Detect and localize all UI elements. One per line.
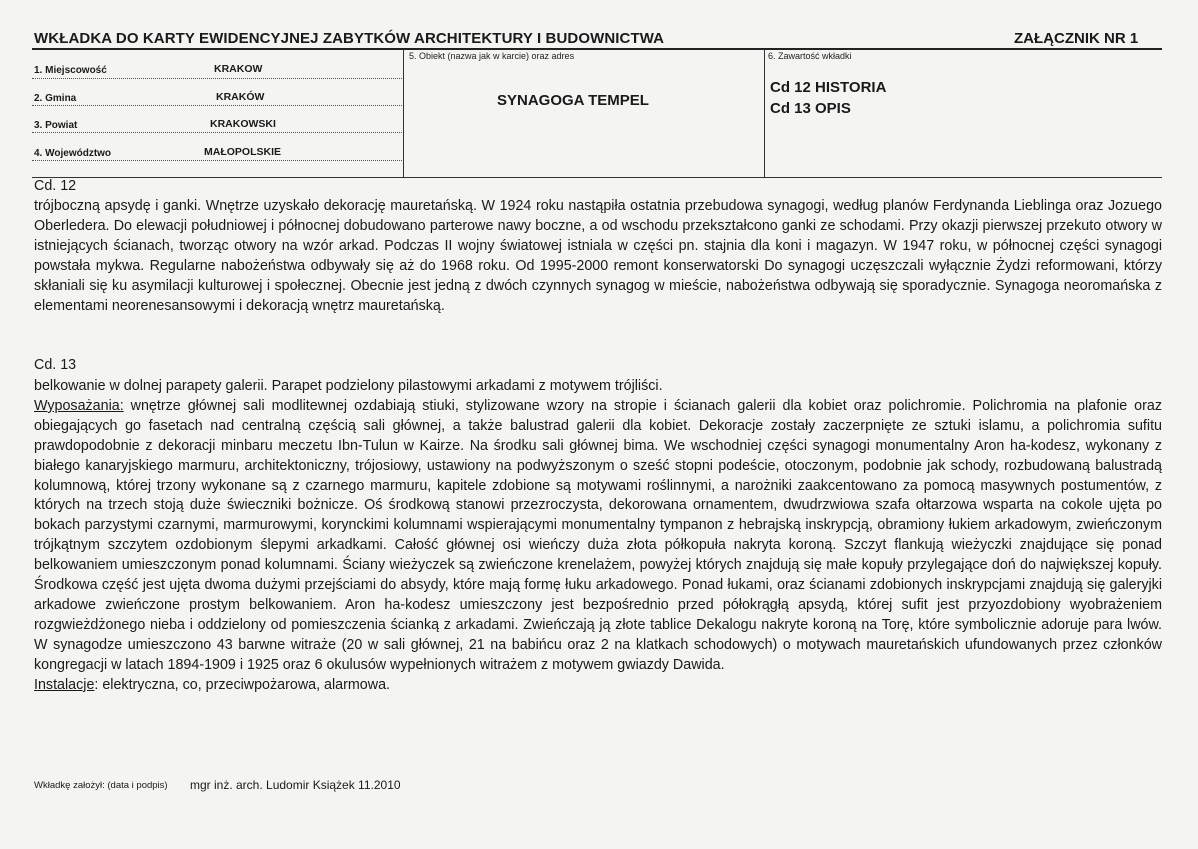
section-13-text	[34, 377, 1162, 696]
object-label: 5. Obiekt (nazwa jak w karcie) oraz adres	[409, 51, 575, 61]
equipment-text: wnętrze głównej sali modlitewnej ozdabiają stiuki, stylizowane wzory na stropie i ścianach galerii dla kobiet oraz polichromie. Polichromia na plafonie oraz obiegających go fasetach nad centralną częścią sali głównej, a także balustrad galerii dla kobiet. Dekoracje zostały zaczerpnięte ze sztuki islamu, a polichromia sufitu prawdopodobnie z dekoracji minbaru meczetu Ibn-Tulun w Kairze. Na środku sali głównej bima. We wschodniej części synagogi monumentalny Aron ha-kodesz, wykonany z białego kanaryjskiego marmuru, architektoniczny, trójosiowy, ustawiony na podwyższonym o sześć stopni podeście, otoczonym, podobnie jak schody, rozbudowaną balustradą kolumnową, której trzony wykonane są z czarnego marmuru, kapitele zdobione są motywami roślinnymi, a narożniki zaakcentowano za pomocą masywnych postumentów, z których na trzech stoją duże świeczniki bożnicze. Oś środkową stanowi przezroczysta, dekorowana ornamentem, dwudrzwiowa szafa ołtarzowa wsparta na cokole ujęta po bokach parzystymi czarnymi, marmurowymi, korynckimi kolumnami wspierającymi monumentalny tympanon z hebrajską inskrypcją, obramiony łukiem arkadowym, zwieńczonym trójkątnym szczytem ozdobionym ślepymi arkadkami. Całość głównej osi wieńczy duża złota półkopuła nakryta koroną. Szczyt flankują wieżyczki znajdujące się ponad belkowaniem umieszczonym ponad kolumnami. Ściany wieżyczek są zwieńczone krenelażem, powyżej których znajdują się małe kopuły przylegające doń do największej kopuły. Środkowa część jest ujęta dwoma dużymi przejściami do absydy, które mają formę łuku arkadowego. Ponad łukami, oraz ścianami zdobionych inskrypcjami znajdują się galeryjki arkadowe zwieńczone prostym belkowaniem. Aron ha-kodesz umieszczony jest bezpośrednio przed półokrągłą apsydą, której sufit jest przyozdobiony wyobrażeniem rozgwieżdżonego nieba i oddzielony od pomieszczenia ścianką z arkadami. Zwieńczają ją złote tablice Dekalogu nakryte koroną na Torę, które symbolicznie adoruje para lwów. W synagodze umieszczono 43 barwne witraże (20 w sali głównej, 21 na babińcu oraz 2 na klatkach schodowych) o motywach mauretańskich ufundowanych przez członków kongregacji w latach 1894-1909 i 1925 oraz 6 okulusów wypełnionych witrażem z motywem gwiazdy Dawida.	[34, 397, 1162, 673]
section-12-heading: Cd. 12	[34, 178, 77, 194]
wojewodztwo-label: 4. Województwo	[34, 148, 112, 159]
installations-text: : elektryczna, co, przeciwpożarowa, alarmowa.	[94, 676, 390, 693]
contents-label: 6. Zawartość wkładki	[768, 51, 852, 61]
gmina-label: 2. Gmina	[34, 93, 77, 104]
footer-author: mgr inż. arch. Ludomir Książek 11.2010	[190, 778, 401, 792]
contents-line-1: Cd 12 HISTORIA	[770, 79, 887, 96]
wojewodztwo-dots	[32, 160, 402, 161]
form-title: WKŁADKA DO KARTY EWIDENCYJNEJ ZABYTKÓW ARCHITEKTURY I BUDOWNICTWA	[34, 30, 665, 47]
powiat-label: 3. Powiat	[34, 120, 78, 131]
miejscowosc-dots	[32, 78, 402, 79]
equipment-label: Wyposażania:	[34, 397, 124, 414]
section-13-intro: belkowanie w dolnej parapety galerii. Parapet podzielony pilastowymi arkadami z motywem trójliści.	[34, 378, 663, 394]
wojewodztwo-value: MAŁOPOLSKIE	[204, 146, 282, 158]
powiat-dots	[32, 132, 402, 133]
attachment-number: ZAŁĄCZNIK NR 1	[1014, 30, 1139, 47]
gmina-dots	[32, 105, 402, 106]
powiat-value: KRAKOWSKI	[210, 118, 276, 130]
header-rule	[32, 48, 1162, 50]
section-12-text: trójboczną apsydę i ganki. Wnętrze uzyskało dekorację mauretańską. W 1924 roku nastąpiła ostatnia przebudowa synagogi, według planów Ferdynanda Lieblinga oraz Jozuego Oberledera. Do elewacji południowej i północnej dobudowano parterowe nawy boczne, a od wschodu przekształcono ganki ze schodami. Przy okazji pierwszej przekuto otwory w istniejących ścianach, tworząc otwory na wzór arkad. Podczas II wojny światowej istniala w części pn. stajnia dla koni i magazyn. W 1947 roku, w północnej części synagogi powstała mykwa. Regularne nabożeństwa odbywały się aż do 1968 roku. Od 1995-2000 remont konserwatorski Do synagogi uczęszczali wyłącznie Żydzi reformowani, którzy skłaniali się ku asymilacji kulturowej i społecznej. Obecnie jest jedną z dwóch czynnych synagog w mieście, nabożeństwa odbywają się sporadycznie. Synagoga neoromańska z elementami neorenesansowymi i dekoracją wnętrz mauretańską.	[34, 198, 1162, 314]
miejscowosc-value: KRAKOW	[214, 63, 263, 75]
box-bottom-rule	[32, 177, 1162, 178]
section-13-heading: Cd. 13	[34, 357, 77, 373]
gmina-value: KRAKÓW	[216, 91, 265, 103]
box-divider-2	[764, 49, 765, 177]
contents-line-2: Cd 13 OPIS	[770, 100, 851, 117]
footer-label: Wkładkę założył: (data i podpis)	[34, 780, 168, 791]
box-divider-1	[403, 49, 404, 177]
object-name: SYNAGOGA TEMPEL	[497, 92, 649, 109]
miejscowosc-label: 1. Miejscowość	[34, 65, 107, 76]
installations-label: Instalacje	[34, 676, 95, 693]
